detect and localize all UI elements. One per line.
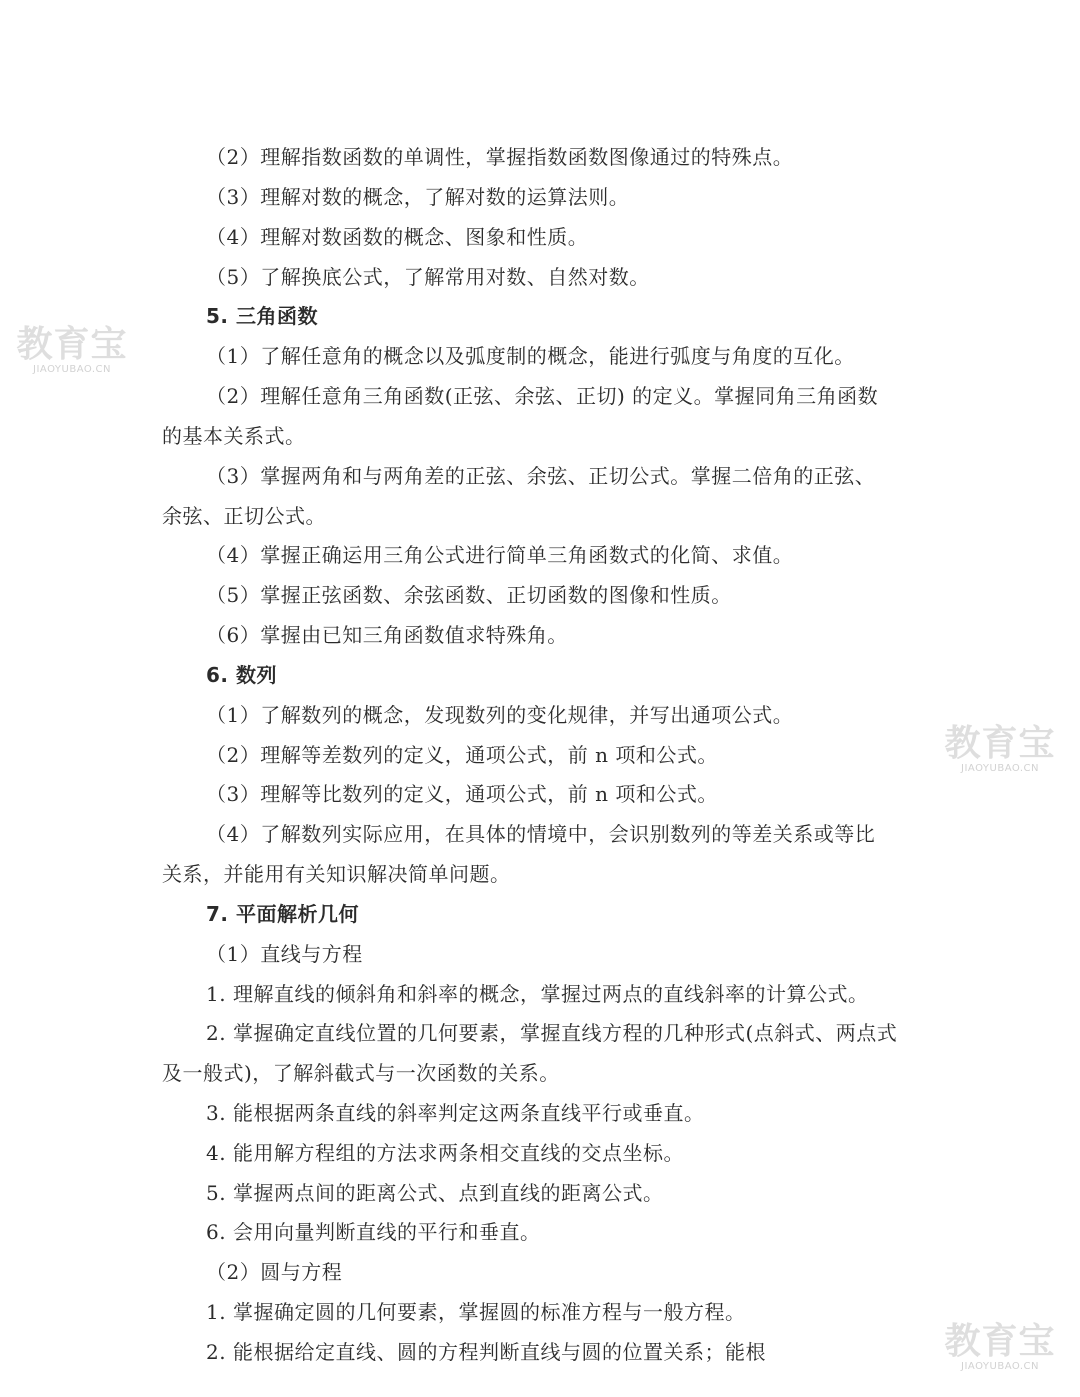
- text-line: （3）理解等比数列的定义，通项公式，前 n 项和公式。: [206, 782, 718, 806]
- text-line: （1）了解任意角的概念以及弧度制的概念，能进行弧度与角度的互化。: [206, 344, 855, 368]
- text-line: （3）理解对数的概念，了解对数的运算法则。: [206, 185, 630, 209]
- text-line: 1. 理解直线的倾斜角和斜率的概念，掌握过两点的直线斜率的计算公式。: [206, 982, 869, 1006]
- text-line: 2. 能根据给定直线、圆的方程判断直线与圆的位置关系；能根: [206, 1340, 766, 1364]
- text-line-continuation: 关系，并能用有关知识解决简单问题。: [162, 862, 511, 886]
- watermark-logo-text: 教育宝: [944, 723, 1056, 764]
- text-line: 4. 能用解方程组的方法求两条相交直线的交点坐标。: [206, 1141, 684, 1165]
- text-line: （4）掌握正确运用三角公式进行简单三角函数式的化简、求值。: [206, 543, 794, 567]
- watermark-logo-text: 教育宝: [944, 1321, 1056, 1362]
- text-line: 5. 掌握两点间的距离公式、点到直线的距离公式。: [206, 1181, 664, 1205]
- text-line: 2. 掌握确定直线位置的几何要素，掌握直线方程的几种形式(点斜式、两点式: [206, 1021, 898, 1045]
- watermark-logo: [12, 326, 132, 376]
- text-line: （2）理解指数函数的单调性，掌握指数函数图像通过的特殊点。: [206, 145, 794, 169]
- watermark-logo-domain: JIAOYUBAO.CN: [961, 763, 1039, 774]
- text-line-continuation: 余弦、正切公式。: [162, 504, 326, 528]
- subsection-heading: （2）圆与方程: [206, 1260, 343, 1284]
- watermark-logo-text: 教育宝: [16, 324, 128, 365]
- watermark-logo-domain: JIAOYUBAO.CN: [33, 364, 111, 375]
- text-line: （4）理解对数函数的概念、图象和性质。: [206, 225, 589, 249]
- text-line: （5）了解换底公式，了解常用对数、自然对数。: [206, 265, 650, 289]
- section-heading: 6. 数列: [206, 663, 277, 687]
- text-line: （6）掌握由已知三角函数值求特殊角。: [206, 623, 568, 647]
- text-line-continuation: 及一般式)，了解斜截式与一次函数的关系。: [162, 1061, 560, 1085]
- text-line: （3）掌握两角和与两角差的正弦、余弦、正切公式。掌握二倍角的正弦、: [206, 464, 876, 488]
- text-line: （2）理解任意角三角函数(正弦、余弦、正切) 的定义。掌握同角三角函数: [206, 384, 879, 408]
- text-line: （2）理解等差数列的定义，通项公式，前 n 项和公式。: [206, 743, 718, 767]
- text-line: （5）掌握正弦函数、余弦函数、正切函数的图像和性质。: [206, 583, 732, 607]
- watermark-logo-domain: JIAOYUBAO.CN: [961, 1361, 1039, 1372]
- text-line: （1）了解数列的概念，发现数列的变化规律，并写出通项公式。: [206, 703, 794, 727]
- text-line: 1. 掌握确定圆的几何要素，掌握圆的标准方程与一般方程。: [206, 1300, 746, 1324]
- text-line: （4）了解数列实际应用，在具体的情境中，会识别数列的等差关系或等比: [206, 822, 876, 846]
- section-heading: 7. 平面解析几何: [206, 902, 359, 926]
- text-line: 3. 能根据两条直线的斜率判定这两条直线平行或垂直。: [206, 1101, 705, 1125]
- text-line: 6. 会用向量判断直线的平行和垂直。: [206, 1220, 541, 1244]
- subsection-heading: （1）直线与方程: [206, 942, 363, 966]
- text-line-continuation: 的基本关系式。: [162, 424, 306, 448]
- section-heading: 5. 三角函数: [206, 304, 318, 328]
